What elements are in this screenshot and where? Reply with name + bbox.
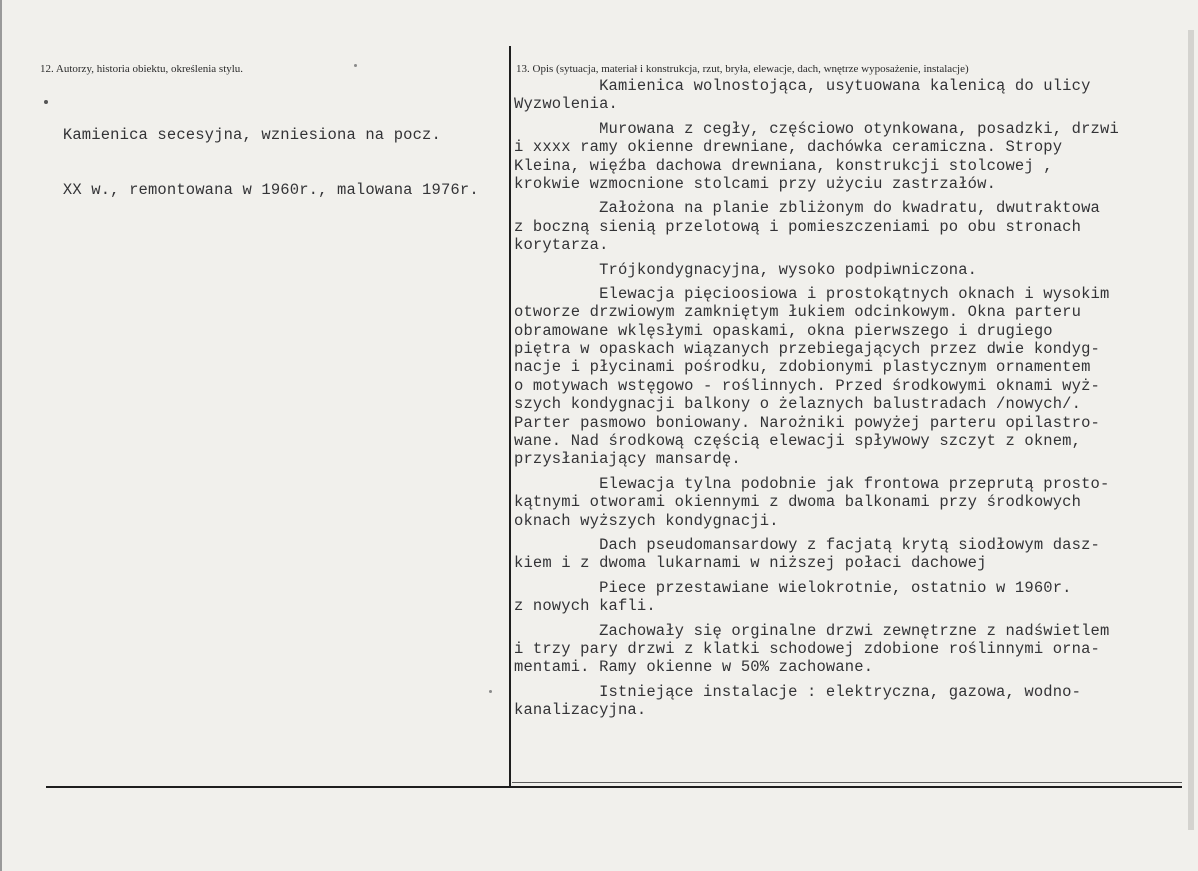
text-line: Kleina, więźba dachowa drewniana, konstrukcji stolcowej , [514, 156, 1053, 175]
bottom-rule [46, 786, 1182, 788]
text-line: XX w., remontowana w 1960r., malowana 1976r. [44, 181, 479, 200]
text-line: Wyzwolenia. [514, 95, 618, 114]
text-line: korytarza. [514, 236, 609, 255]
text-line: kiem i z dwoma lukarnami w niższej połaci dachowej [514, 554, 987, 573]
text-line: piętra w opaskach wiązanych przebiegających przez dwie kondyg- [514, 340, 1100, 359]
column-divider [509, 46, 511, 786]
text-line: i xxxx ramy okienne drewniane, dachówka ceramiczna. Stropy [514, 138, 1063, 157]
text-line: kanalizacyjna. [514, 701, 647, 720]
text-line: Założona na planie zbliżonym do kwadratu, dwutraktowa [514, 199, 1100, 218]
text-line: Zachowały się orginalne drzwi zewnętrzne z nadświetlem [514, 621, 1110, 640]
text-line: oknach wyższych kondygnacji. [514, 511, 779, 530]
text-line: kątnymi otworami okiennymi z dwoma balkonami przy środkowych [514, 493, 1082, 512]
text-line: wane. Nad środkową częścią elewacji spływowy szczyt z oknem, [514, 432, 1082, 451]
text-line: Kamienica wolnostojąca, usytuowana kalenicą do ulicy [514, 77, 1091, 95]
text-line: Piece przestawiane wielokrotnie, ostatnio w 1960r. [514, 578, 1072, 597]
text-line: mentami. Ramy okienne w 50% zachowane. [514, 658, 874, 677]
text-line: szych kondygnacji balkony o żelaznych balustradach /nowych/. [514, 395, 1082, 414]
section-12-text [44, 89, 479, 236]
text-line: Parter pasmowo boniowany. Narożniki powyżej parteru opilastro- [514, 413, 1100, 432]
text-line: Elewacja pięcioosiowa i prostokątnych oknach i wysokim [514, 284, 1110, 303]
text-line: Murowana z cegły, częściowo otynkowana, posadzki, drzwi [514, 119, 1119, 138]
text-line: i trzy pary drzwi z klatki schodowej zdobione roślinnymi orna- [514, 639, 1100, 658]
text-line: Trójkondygnacyjna, wysoko podpiwniczona. [514, 260, 978, 279]
text-line: obramowane wklęsłymi opaskami, okna pierwszego i drugiego [514, 321, 1053, 340]
text-line: krokwie wzmocnione stolcami przy użyciu zastrzałów. [514, 174, 997, 193]
text-line: z boczną sienią przelotową i pomieszczeniami po obu stronach [514, 217, 1082, 236]
text-line: Kamienica secesyjna, wzniesiona na pocz. [44, 125, 441, 144]
text-line: Elewacja tylna podobnie jak frontowa przeprutą prosto- [514, 474, 1110, 493]
text-line: o motywach wstęgowo - roślinnych. Przed środkowymi oknami wyż- [514, 376, 1100, 395]
text-line: otworze drzwiowym zamkniętym łukiem odcinkowym. Okna parteru [514, 303, 1082, 322]
section-13-header: 13. Opis (sytuacja, materiał i konstrukcja, rzut, bryła, elewacje, dach, wnętrze wyposażenie, instalacje) [516, 63, 969, 75]
bottom-rule-thin [512, 782, 1182, 783]
text-line: przysłaniający mansardę. [514, 450, 741, 469]
ink-speck [489, 690, 492, 693]
section-13-text [514, 77, 1119, 720]
ink-speck [354, 64, 357, 67]
text-line: z nowych kafli. [514, 597, 656, 616]
card-edge [1188, 30, 1194, 830]
text-line: nacje i płycinami pośrodku, zdobionymi plastycznym ornamentem [514, 358, 1091, 377]
text-line: Dach pseudomansardowy z facjatą krytą siodłowym dasz- [514, 535, 1100, 554]
text-line: Istniejące instalacje : elektryczna, gazowa, wodno- [514, 682, 1082, 701]
section-12-header: 12. Autorzy, historia obiektu, określenia stylu. [40, 63, 244, 75]
